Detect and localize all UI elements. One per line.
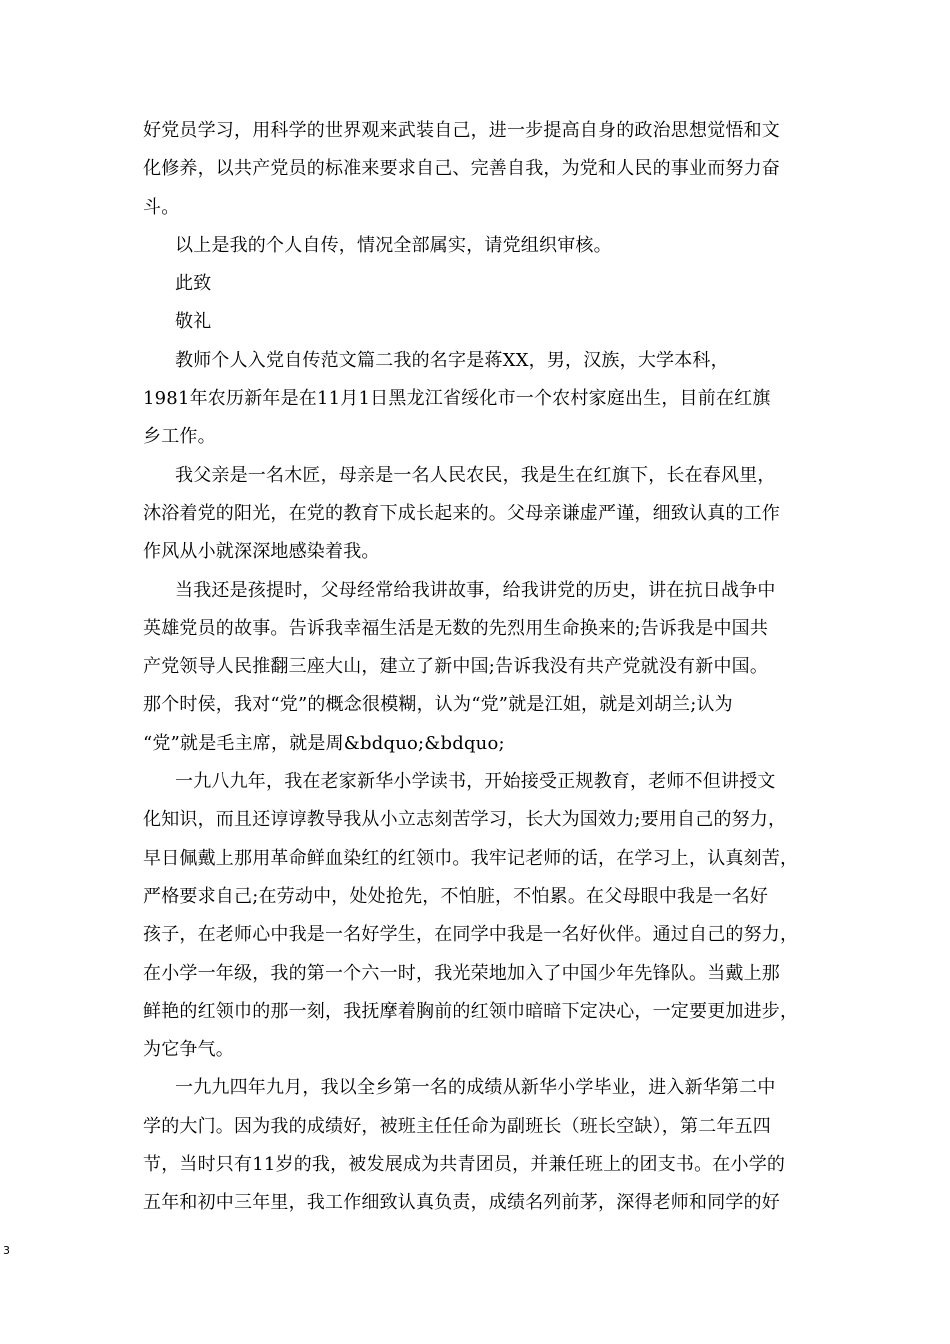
text-line: 以上是我的个人自传，情况全部属实，请党组织审核。	[175, 234, 612, 256]
page-number: 3	[3, 1244, 10, 1257]
text-line: 好党员学习，用科学的世界观来武装自己，进一步提高自身的政治思想觉悟和文	[143, 120, 780, 141]
text-line: 化修养，以共产党员的标准来要求自己、完善自我，为党和人民的事业而努力奋	[143, 158, 780, 180]
text-line: 孩子，在老师心中我是一名好学生，在同学中我是一名好伙伴。通过自己的努力，	[143, 924, 799, 946]
text-line: 产党领导人民推翻三座大山，建立了新中国;告诉我没有共产党就没有新中国。	[143, 656, 769, 678]
text-line: 在小学一年级，我的第一个六一时，我光荣地加入了中国少年先锋队。当戴上那	[143, 962, 780, 984]
text-line: 五年和初中三年里，我工作细致认真负责，成绩名列前茅，深得老师和同学的好	[143, 1192, 780, 1214]
text-line: 一九八九年，我在老家新华小学读书，开始接受正规教育，老师不但讲授文	[175, 771, 776, 793]
text-line: 鲜艳的红领巾的那一刻，我抚摩着胸前的红领巾暗暗下定决心，一定要更加进步，	[143, 1000, 799, 1022]
text-line: 敬礼	[175, 311, 212, 333]
document-body	[143, 112, 818, 1223]
text-line: 当我还是孩提时，父母经常给我讲故事，给我讲党的历史，讲在抗日战争中	[175, 579, 776, 601]
text-line: “党”就是毛主席，就是周&bdquo;&bdquo;	[143, 732, 505, 754]
text-line: 作风从小就深深地感染着我。	[143, 541, 380, 563]
text-line: 1981年农历新年是在11月1日黑龙江省绥化市一个农村家庭出生，目前在红旗	[143, 388, 771, 410]
text-line: 我父亲是一名木匠，母亲是一名人民农民，我是生在红旗下，长在春风里，	[175, 464, 776, 486]
text-line: 那个时侯，我对“党”的概念很模糊，认为“党”就是江姐，就是刘胡兰;认为	[143, 694, 733, 716]
text-line: 沐浴着党的阳光，在党的教育下成长起来的。父母亲谦虚严谨，细致认真的工作	[143, 502, 780, 524]
text-line: 学的大门。因为我的成绩好，被班主任任命为副班长（班长空缺），第二年五四	[143, 1115, 771, 1137]
text-line: 英雄党员的故事。告诉我幸福生活是无数的先烈用生命换来的;告诉我是中国共	[143, 617, 769, 639]
text-line: 斗。	[143, 196, 180, 218]
text-line: 乡工作。	[143, 426, 216, 448]
text-line: 教师个人入党自传范文篇二我的名字是蒋XX，男，汉族，大学本科，	[175, 349, 729, 371]
text-line: 严格要求自己;在劳动中，处处抢先，不怕脏，不怕累。在父母眼中我是一名好	[143, 885, 769, 907]
text-line: 此致	[175, 273, 212, 295]
text-line: 化知识，而且还谆谆教导我从小立志刻苦学习，长大为国效力;要用自己的努力，	[143, 809, 787, 831]
text-line: 早日佩戴上那用革命鲜血染红的红领巾。我牢记老师的话，在学习上，认真刻苦，	[143, 847, 799, 869]
text-line: 节，当时只有11岁的我，被发展成为共青团员，并兼任班上的团支书。在小学的	[143, 1154, 786, 1176]
text-line: 一九九四年九月，我以全乡第一名的成绩从新华小学毕业，进入新华第二中	[175, 1077, 776, 1099]
text-line: 为它争气。	[143, 1039, 234, 1061]
